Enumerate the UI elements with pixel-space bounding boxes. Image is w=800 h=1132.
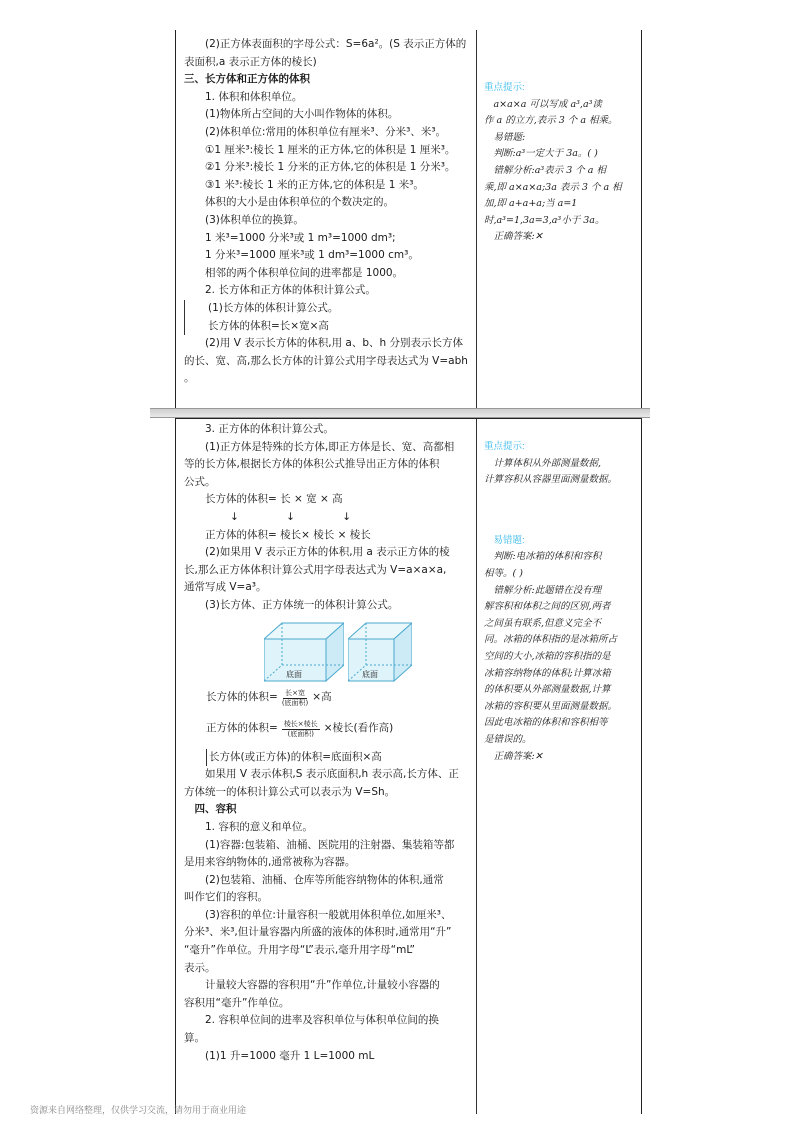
- text-line: (2)正方体表面积的字母公式：S=6a²。(S 表示正方体的: [205, 38, 467, 50]
- text-line: 计量较大容器的容积用“升”作单位,计量较小容器的: [205, 979, 440, 992]
- text-line: 方体统一的体积计算公式可以表示为 V=Sh。: [184, 785, 396, 798]
- base-label: 底面: [362, 669, 378, 679]
- text-line: 2. 长方体和正方体的体积计算公式。: [205, 284, 376, 297]
- text-line: 1 米³=1000 分米³或 1 m³=1000 dm³;: [205, 231, 396, 244]
- text-line: (2)包装箱、油桶、仓库等所能容纳物体的体积,通常: [205, 873, 444, 886]
- text-line: 等的长方体,根据长方体的体积公式推导出正方体的体积: [184, 458, 440, 471]
- error-title: 易错题:: [493, 534, 525, 546]
- column-divider: [476, 419, 477, 1114]
- note-line: 之间虽有联系,但意义完全不: [484, 617, 602, 629]
- page-separator: [150, 408, 650, 418]
- fraction: [282, 689, 308, 708]
- arrow-row: ↓ ↓ ↓: [230, 510, 374, 523]
- hint-title: 重点提示:: [484, 82, 525, 93]
- section-heading: 四、容积: [194, 803, 237, 816]
- note-line: 解容积和体积之间的区别,两者: [484, 601, 611, 613]
- cube-figure: [348, 621, 412, 683]
- main-column-2: [184, 421, 472, 1065]
- text-line: 1 分米³=1000 厘米³或 1 dm³=1000 cm³。: [205, 249, 419, 262]
- text-line: (1)长方体的体积计算公式。: [184, 300, 472, 318]
- text-line: 叫作它们的容积。: [184, 891, 268, 904]
- text-line: ①1 厘米³:棱长 1 厘米的正方体,它的体积是 1 厘米³。: [205, 143, 456, 156]
- note-line: 冰箱的容积要从里面测量数据。: [484, 700, 618, 712]
- text-line: 表示。: [184, 961, 216, 974]
- note-line: 判断:电冰箱的体积和容积: [493, 551, 602, 563]
- text-line: (3)体积单位的换算。: [205, 213, 304, 226]
- formula-line: 长方体(或正方体)的体积=底面积×高: [206, 749, 472, 767]
- text-line: 容积用“毫升”作单位。: [184, 996, 290, 1009]
- fraction-bottom: (底面积): [281, 698, 309, 707]
- text-line: (1)物体所占空间的大小叫作物体的体积。: [205, 108, 399, 121]
- text-line: (2)用 V 表示长方体的体积,用 a、b、h 分别表示长方体: [205, 337, 463, 350]
- base-label: 底面: [286, 669, 302, 679]
- note-line: 空间的大小,冰箱的容积指的是: [484, 650, 611, 662]
- main-column-1: [184, 36, 472, 388]
- note-line: 因此电冰箱的体积和容积相等: [484, 717, 608, 729]
- note-line: 同。冰箱的体积指的是冰箱所占: [484, 634, 618, 646]
- text-line: 长,那么正方体体积计算公式用字母表达式为 V=a×a×a,: [184, 563, 447, 576]
- text-line: (1)正方体是特殊的长方体,即正方体是长、宽、高都相: [205, 440, 455, 453]
- fraction-bottom: (底面积): [287, 729, 314, 738]
- text-line: “毫升”作单位。升用字母“L”表示,毫升用字母“mL”: [184, 944, 415, 957]
- side-notes-1: [484, 80, 636, 246]
- note-line: 的体积要从外部测量数据,计算: [484, 684, 611, 696]
- note-line: 加,即 a+a+a;当 a=1: [484, 198, 578, 210]
- formula-rhs: ×棱长(看作高): [323, 722, 394, 735]
- note-line: 作 a 的立方,表示 3 个 a 相乘。: [484, 115, 618, 127]
- cube-volume-formula: [206, 720, 472, 739]
- note-line: 判断:a³一定大于 3a。( ): [493, 148, 598, 160]
- text-line: 1. 容积的意义和单位。: [205, 820, 313, 833]
- spacer: [484, 489, 636, 533]
- text-line: 1. 体积和体积单位。: [205, 90, 303, 103]
- cuboid-volume-formula: [206, 689, 472, 708]
- note-line: 错解分析:此题错在没有理: [493, 584, 602, 596]
- formula-line: 长方体的体积=长×宽×高: [184, 318, 472, 336]
- text-line: (1)1 升=1000 毫升 1 L=1000 mL: [205, 1049, 375, 1062]
- fraction: [282, 720, 320, 739]
- note-line: a×a×a 可以写成 a³,a³读: [493, 98, 602, 110]
- formula-line: 正方体的体积= 棱长× 棱长 × 棱长: [205, 528, 371, 541]
- formula-rhs: ×高: [312, 691, 332, 704]
- side-notes-2: [484, 439, 636, 765]
- page-footer: 资源来自网络整理，仅供学习交流，请勿用于商业用途: [30, 1106, 247, 1116]
- note-line: 乘,即 a×a×a;3a 表示 3 个 a 相: [484, 181, 622, 193]
- text-line: (3)长方体、正方体统一的体积计算公式。: [205, 598, 399, 611]
- fraction-top: 长×宽: [285, 688, 305, 697]
- text-line: 公式。: [184, 475, 216, 488]
- text-line: 分米³、米³,但计量容器内所盛的液体的体积时,通常用“升”: [184, 926, 452, 939]
- text-line: ③1 米³:棱长 1 米的正方体,它的体积是 1 米³。: [205, 178, 424, 191]
- text-line: (2)如果用 V 表示正方体的体积,用 a 表示正方体的棱: [205, 546, 450, 559]
- note-line: 计算容积从容器里面测量数据。: [484, 474, 618, 486]
- note-line: 计算体积从外部测量数据,: [493, 457, 602, 469]
- text-line: 表面积,a 表示正方体的棱长): [184, 55, 317, 68]
- section-heading: 三、长方体和正方体的体积: [184, 73, 310, 86]
- text-line: 是用来容纳物体的,通常被称为容器。: [184, 856, 356, 869]
- text-line: (3)容积的单位:计量容积一般就用体积单位,如厘米³、: [205, 908, 452, 921]
- cuboid-figure: [264, 621, 344, 683]
- text-line: (1)容器:包装箱、油桶、医院用的注射器、集装箱等都: [205, 838, 455, 851]
- formula-lhs: 长方体的体积=: [206, 691, 278, 704]
- note-line: 是错误的。: [484, 733, 532, 745]
- fraction-top: 棱长×棱长: [283, 719, 318, 728]
- note-line: 错解分析:a³表示 3 个 a 相: [493, 164, 606, 176]
- text-line: 的长、宽、高,那么长方体的计算公式用字母表达式为 V=abh: [184, 354, 468, 367]
- page-sheet-2: [175, 418, 642, 1114]
- text-line: 通常写成 V=a³。: [184, 581, 267, 594]
- text-line: 体积的大小是由体积单位的个数决定的。: [205, 196, 394, 209]
- text-line: 如果用 V 表示体积,S 表示底面积,h 表示高,长方体、正: [205, 768, 459, 781]
- note-line: 冰箱容纳物体的体积;计算冰箱: [484, 667, 611, 679]
- text-line: ②1 分米³:棱长 1 分米的正方体,它的体积是 1 分米³。: [205, 161, 456, 174]
- note-line: 时,a³=1,3a=3,a³小于 3a。: [484, 214, 605, 226]
- column-divider: [476, 30, 477, 408]
- page-sheet-1: [175, 30, 642, 408]
- hint-title: 重点提示:: [484, 441, 525, 452]
- text-line: (2)体积单位:常用的体积单位有厘米³、分米³、米³。: [205, 125, 447, 138]
- text-line: 2. 容积单位间的进率及容积单位与体积单位间的换: [205, 1014, 439, 1027]
- formula-lhs: 正方体的体积=: [206, 722, 278, 735]
- text-line: 3. 正方体的体积计算公式。: [205, 423, 334, 435]
- cuboid-figures: [264, 621, 472, 683]
- note-line: 正确答案:✕: [493, 750, 543, 762]
- text-line: 。: [184, 372, 195, 385]
- text-line: 算。: [184, 1032, 205, 1045]
- text-line: 相邻的两个体积单位间的进率都是 1000。: [205, 266, 404, 279]
- note-line: 易错题:: [493, 131, 526, 143]
- note-line: 正确答案:✕: [493, 231, 543, 243]
- note-line: 相等。( ): [484, 567, 523, 579]
- formula-line: 长方体的体积= 长 × 宽 × 高: [205, 493, 343, 506]
